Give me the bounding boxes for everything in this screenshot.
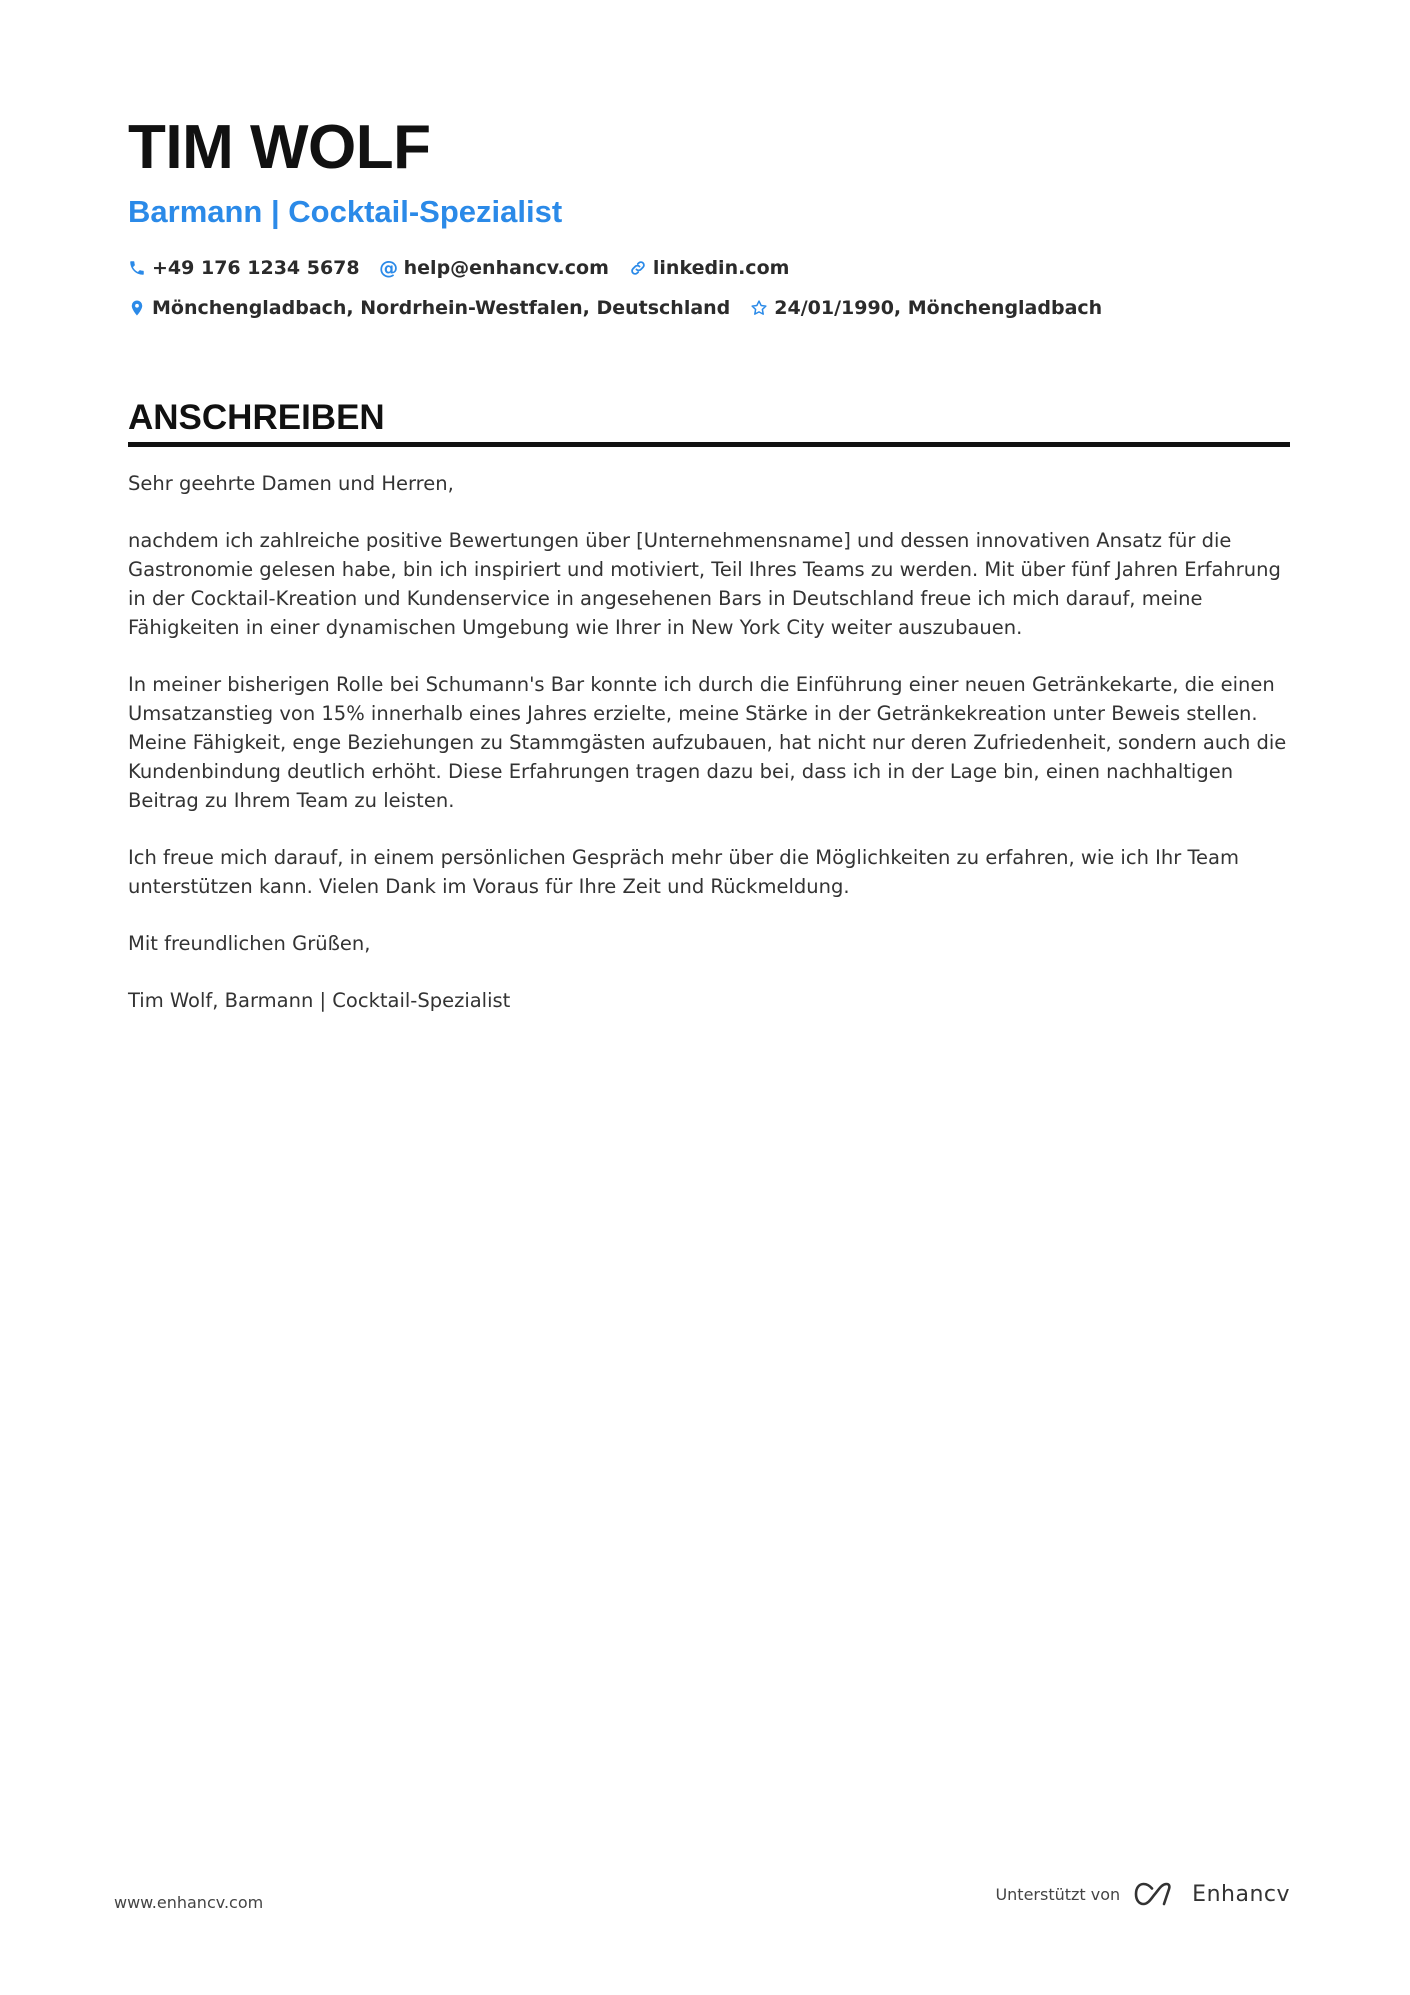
phone-icon: [128, 259, 146, 277]
birth-text: 24/01/1990, Mönchengladbach: [774, 297, 1103, 319]
contact-location: [128, 297, 730, 319]
email-text: help@enhancv.com: [403, 257, 609, 279]
letter-signature: Tim Wolf, Barmann | Cocktail-Spezialist: [128, 989, 511, 1012]
location-text: Mönchengladbach, Nordrhein-Westfalen, Deutschland: [152, 297, 731, 319]
location-pin-icon: [128, 299, 146, 317]
section-title-anschreiben: ANSCHREIBEN: [128, 398, 1290, 447]
letter-closing: Mit freundlichen Grüßen,: [128, 932, 371, 955]
letter-paragraph: Ich freue mich darauf, in einem persönlichen Gespräch mehr über die Möglichkeiten zu erfahren, wie ich Ihr Team unterstützen kann. Vielen Dank im Voraus für Ihre Zeit und Rückmeldung.: [128, 846, 1239, 898]
contact-block: [128, 254, 1290, 322]
letter-salutation: Sehr geehrte Damen und Herren,: [128, 472, 454, 495]
candidate-role: Barmann | Cocktail-Spezialist: [128, 194, 563, 229]
link-icon: [629, 259, 647, 277]
enhancv-logo-icon: [1132, 1880, 1178, 1908]
brand-name: Enhancv: [1192, 1881, 1290, 1907]
contact-email[interactable]: [380, 257, 609, 279]
contact-row-1: [128, 254, 1290, 282]
star-icon: [750, 299, 768, 317]
letter-paragraph: In meiner bisherigen Rolle bei Schumann's Bar konnte ich durch die Einführung einer neuen Getränkekarte, die einen Umsatzanstieg von 15% innerhalb eines Jahres erzielte, meine Stärke in der Getränkekreation unter Beweis stellen. Meine Fähigkeit, enge Beziehungen zu Stammgästen aufzubauen, hat nicht nur deren Zufriedenheit, sondern auch die Kundenbindung deutlich erhöht. Diese Erfahrungen tragen dazu bei, dass ich in der Lage bin, einen nachhaltigen Beitrag zu Ihrem Team zu leisten.: [128, 673, 1287, 812]
contact-row-2: [128, 294, 1290, 322]
candidate-name: TIM WOLF: [128, 113, 431, 182]
powered-by-text: Unterstützt von: [995, 1884, 1121, 1904]
letter-paragraph: nachdem ich zahlreiche positive Bewertungen über [Unternehmensname] und dessen innovativen Ansatz für die Gastronomie gelesen habe, bin ich inspiriert und motiviert, Teil Ihres Teams zu werden. Mit über fünf Jahren Erfahrung in der Cocktail-Kreation und Kundenservice in angesehenen Bars in Deutschland freue ich mich darauf, meine Fähigkeiten in einer dynamischen Umgebung wie Ihrer in New York City weiter auszubauen.: [128, 529, 1281, 639]
contact-phone[interactable]: [128, 257, 360, 279]
resume-page: [128, 110, 1290, 1043]
cover-letter-body: [128, 469, 1290, 1015]
footer-website[interactable]: www.enhancv.com: [114, 1893, 264, 1912]
phone-text: +49 176 1234 5678: [152, 257, 360, 279]
linkedin-text: linkedin.com: [652, 257, 790, 279]
contact-linkedin[interactable]: [629, 257, 790, 279]
at-icon: @: [379, 257, 399, 279]
contact-birth: [750, 297, 1102, 319]
footer-branding: [995, 1880, 1290, 1908]
